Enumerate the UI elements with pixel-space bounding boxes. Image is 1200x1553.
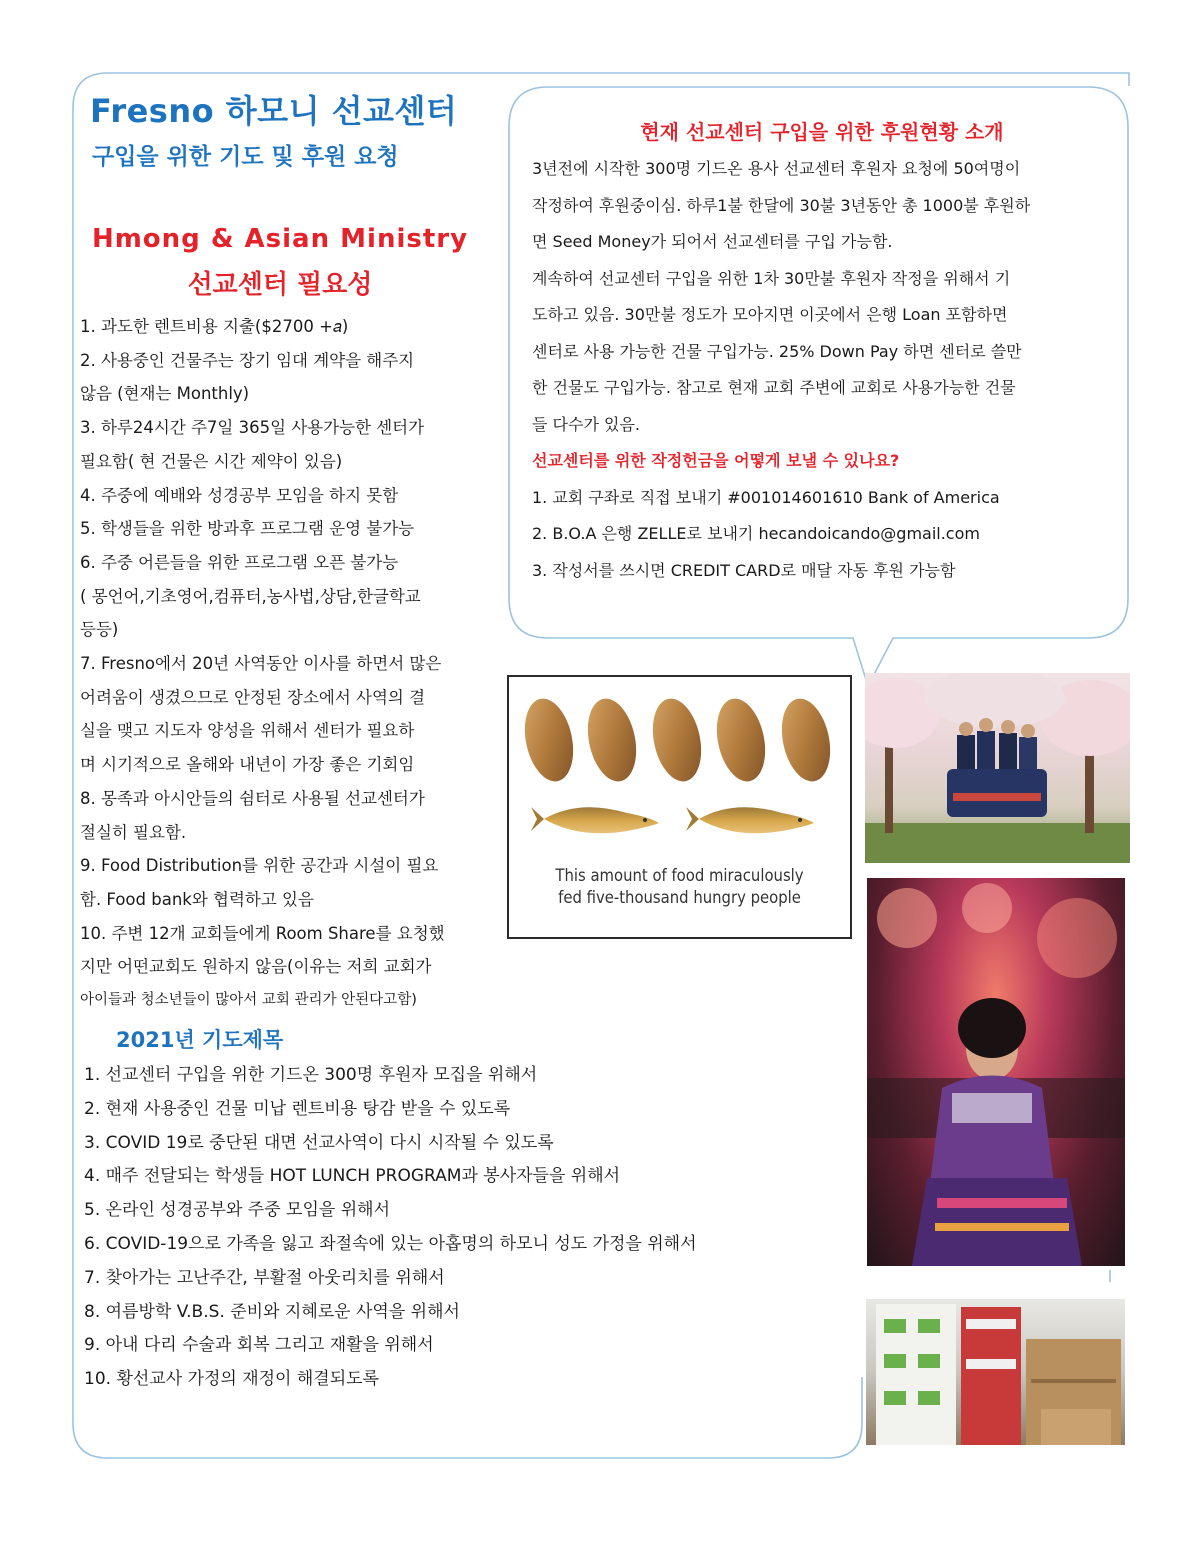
donation-method: 3. 작성서를 쓰시면 CREDIT CARD로 매달 자동 후원 가능함 [532,560,956,580]
callout-line: 계속하여 선교센터 구입을 위한 1차 30만불 후원자 작정을 위해서 기 [532,268,1011,288]
callout-line: 면 Seed Money가 되어서 선교센터를 구입 가능함. [532,232,893,251]
donation-method: 2. B.O.A 은행 ZELLE로 보내기 hecandoicando@gmail.com [532,524,980,543]
food-boxes-photo [866,1299,1125,1445]
callout-text [532,151,1112,443]
needs-line: ( 몽언어,기초영어,컴퓨터,농사법,상담,한글학교 [80,586,421,606]
page-subtitle: 구입을 위한 기도 및 후원 요청 [92,144,399,170]
needs-line: 8. 몽족과 아시안들의 쉼터로 사용될 선교센터가 [80,788,425,808]
support-status-callout [508,86,1130,642]
loaves-fishes-image [507,675,852,939]
needs-line: 10. 주변 12개 교회들에게 Room Share를 요청했 [80,923,445,943]
prayer-item: 9. 아내 다리 수술과 회복 그리고 재활을 위해서 [84,1335,434,1356]
needs-line: 6. 주중 어른들을 위한 프로그램 오픈 불가능 [80,552,399,572]
callout-line: 작정하여 후원중이심. 하루1불 한달에 30불 3년동안 총 1000불 후원하 [532,195,1031,215]
callout-line: 도하고 있음. 30만불 정도가 모아지면 이곳에서 은행 Loan 포함하면 [532,305,1008,324]
needs-line: 1. 과도한 렌트비용 지출($2700 +𝑎) [80,317,349,336]
callout-line: 센터로 사용 가능한 건물 구입가능. 25% Down Pay 하면 센터로 쓸만 [532,341,1022,361]
needs-line: 아이들과 청소년들이 많아서 교회 관리가 안된다고함) [80,992,417,1009]
bread-loaf-icon [518,694,837,786]
prayer-item: 4. 매주 전달되는 학생들 HOT LUNCH PROGRAM과 봉사자들을 위해서 [84,1166,621,1187]
donation-method: 1. 교회 구좌로 직접 보내기 #001014601610 Bank of America [532,487,1000,507]
donation-methods [532,480,1112,590]
page-title: Fresno 하모니 선교센터 [90,92,458,130]
hmong-girl-illustration [867,878,1125,1266]
callout-question: 선교센터를 위한 작정헌금을 어떻게 보낼 수 있나요? [532,451,900,470]
needs-line: 4. 주중에 예배와 성경공부 모임을 하지 못함 [80,485,399,505]
loaves-fishes-caption [509,865,850,909]
prayer-item: 5. 온라인 성경공부와 주중 모임을 위해서 [84,1200,390,1221]
prayer-item: 3. COVID 19로 중단된 대면 선교사역이 다시 시작될 수 있도록 [84,1132,554,1153]
fish-icon [531,807,814,833]
callout-line: 한 건물도 구입가능. 참고로 현재 교회 주변에 교회로 사용가능한 건물 [532,378,1016,397]
caption-line: fed five-thousand hungry people [558,888,801,907]
needs-line: 않음 (현재는 Monthly) [80,384,250,404]
prayer-item: 1. 선교센터 구입을 위한 기드온 300명 후원자 모집을 위해서 [84,1065,538,1085]
needs-line: 등등) [80,620,119,640]
ministry-heading [80,224,480,301]
hmong-girl-photo [867,878,1125,1266]
prayer-item: 10. 황선교사 가정의 재정이 해결되도록 [84,1369,379,1390]
needs-line: 필요함( 현 건물은 시간 제약이 있음) [80,451,343,471]
caption-line: This amount of food miraculously [555,866,804,885]
needs-list [80,310,482,1018]
callout-line: 3년전에 시작한 300명 기드온 용사 선교센터 후원자 요청에 50여명이 [532,159,1021,178]
prayer-item: 6. COVID-19으로 가족을 잃고 좌절속에 있는 아홉명의 하모니 성도 가정을 위해서 [84,1233,697,1254]
orchard-family-illustration [865,673,1130,863]
needs-line: 7. Fresno에서 20년 사역동안 이사를 하면서 많은 [80,654,442,674]
needs-line: 9. Food Distribution를 위한 공간과 시설이 필요 [80,856,439,876]
food-boxes-illustration [866,1299,1125,1445]
prayer-list [84,1059,844,1397]
ministry-title-en: Hmong & Asian Ministry [91,224,469,254]
needs-line: 2. 사용중인 건물주는 장기 임대 계약을 해주지 [80,350,415,370]
callout-title: 현재 선교센터 구입을 위한 후원현황 소개 [640,120,1004,144]
callout-line: 들 다수가 있음. [532,414,640,434]
needs-line: 3. 하루24시간 주7일 365일 사용가능한 센터가 [80,418,425,438]
needs-line: 지만 어떤교회도 원하지 않음(이유는 저희 교회가 [80,957,432,977]
needs-line: 5. 학생들을 위한 방과후 프로그램 운영 불가능 [80,519,415,539]
needs-line: 함. Food bank와 협력하고 있음 [80,889,314,909]
prayer-title: 2021년 기도제목 [116,1028,284,1052]
needs-line: 실을 맺고 지도자 양성을 위해서 센터가 필요하 [80,721,415,741]
ministry-title-ko: 선교센터 필요성 [187,270,373,300]
prayer-item: 2. 현재 사용중인 건물 미납 렌트비용 탕감 받을 수 있도록 [84,1098,511,1119]
callout-body [532,116,1112,589]
needs-line: 며 시기적으로 올해와 내년이 가장 좋은 기회임 [80,755,415,775]
family-group-photo [865,673,1130,863]
needs-line: 어려움이 생겼으므로 안정된 장소에서 사역의 결 [80,687,426,707]
prayer-item: 8. 여름방학 V.B.S. 준비와 지혜로운 사역을 위해서 [84,1301,460,1322]
prayer-item: 7. 찾아가는 고난주간, 부활절 아웃리치를 위해서 [84,1267,445,1288]
family-figures [947,718,1047,817]
needs-line: 절실히 필요함. [80,822,187,842]
